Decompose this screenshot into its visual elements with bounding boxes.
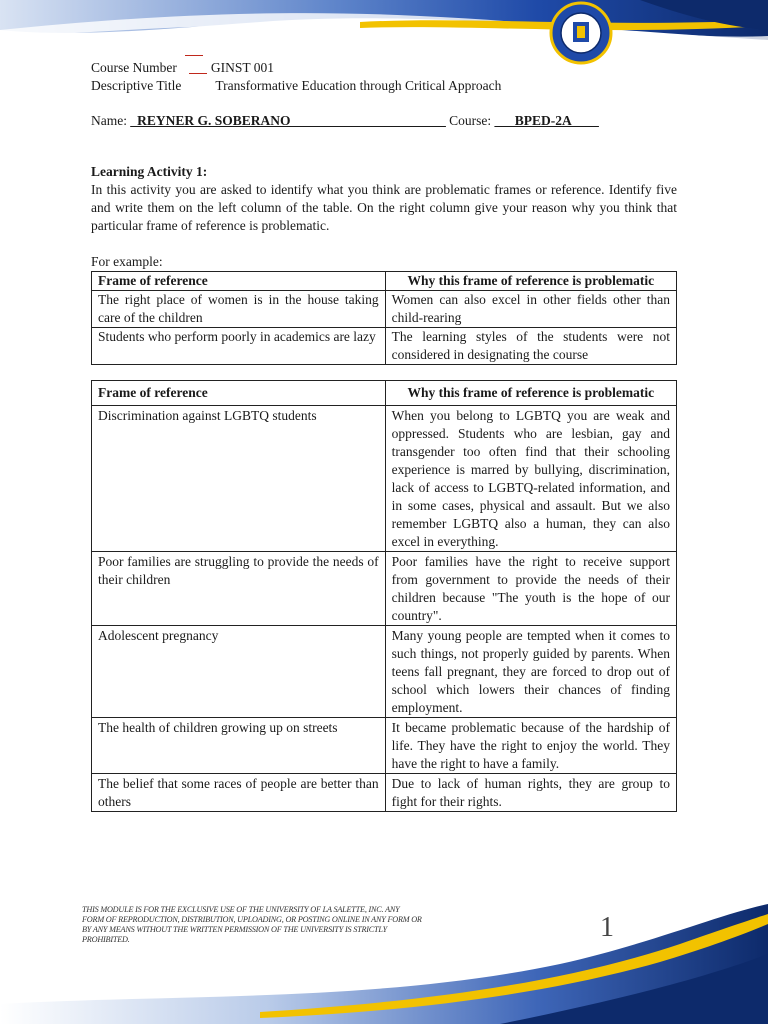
example-label: For example:	[91, 254, 163, 269]
activity-instructions: In this activity you are asked to identify what you think are problematic frames or reference. Identify five and write them on the left column of the table. On the right column give your reason why you think that particular frame of reference is problematic.	[91, 182, 677, 233]
table-cell: Discrimination against LGBTQ students	[92, 406, 386, 552]
column-header: Frame of reference	[92, 272, 386, 291]
descriptive-title-value: Transformative Education through Critical Approach	[215, 78, 502, 93]
table-cell: Many young people are tempted when it comes to such things, not properly guided by parents. When teens fall pregnant, they are forced to drop out of school which lowers their chances of finding employment.	[385, 626, 676, 718]
table-cell: Students who perform poorly in academics are lazy	[92, 328, 386, 365]
table-row	[92, 328, 677, 365]
descriptive-title-label: Descriptive Title	[91, 78, 182, 93]
table-cell: Adolescent pregnancy	[92, 626, 386, 718]
column-header: Frame of reference	[92, 381, 386, 406]
example-table	[91, 271, 677, 365]
course-number-row	[91, 59, 501, 77]
course-label: Course:	[449, 113, 492, 128]
table-cell: It became problematic because of the hardship of life. They have the right to enjoy the world. They have the right to have a family.	[385, 718, 676, 774]
table-cell: The right place of women is in the house taking care of the children	[92, 291, 386, 328]
table-row	[92, 406, 677, 552]
table-cell: The health of children growing up on streets	[92, 718, 386, 774]
university-seal-logo	[546, 0, 616, 70]
name-label: Name:	[91, 113, 127, 128]
table-row	[92, 626, 677, 718]
column-header: Why this frame of reference is problematic	[385, 272, 676, 291]
student-info-line	[91, 113, 599, 129]
table-header-row	[92, 272, 677, 291]
table-cell: The learning styles of the students were not considered in designating the course	[385, 328, 676, 365]
course-info	[91, 59, 501, 95]
descriptive-title-row	[91, 77, 501, 95]
table-row	[92, 718, 677, 774]
activity-section	[91, 163, 677, 235]
table-row	[92, 774, 677, 812]
page-number: 1	[600, 912, 614, 943]
student-name: _REYNER G. SOBERANO_______________________	[130, 113, 446, 128]
table-cell: Poor families have the right to receive support from government to provide the needs of their children because "The youth is the hope of our country".	[385, 552, 676, 626]
copyright-notice: THIS MODULE IS FOR THE EXCLUSIVE USE OF THE UNIVERSITY OF LA SALETTE, INC. ANY FORM OF REPRODUCTION, DISTRIBUTION, UPLOADING, OR POSTING ONLINE IN ANY FORM OR BY ANY MEANS WITHOUT THE WRITTEN PERMISSION OF THE UNIVERSITY IS STRICTLY PROHIBITED.	[82, 905, 422, 944]
student-course: ___BPED-2A____	[494, 113, 599, 128]
table-cell: When you belong to LGBTQ you are weak and oppressed. Students who are lesbian, gay and transgender too often find that their schooling experience is marred by bullying, discrimination, lack of access to LGBTQ-related information, and in some cases, physical and assault. But we also remember LGBTQ also a human, they can also excel in everything.	[385, 406, 676, 552]
footer-banner	[0, 884, 768, 1024]
course-number-label: Course Number	[91, 60, 177, 75]
table-cell: The belief that some races of people are better than others	[92, 774, 386, 812]
red-dash-divider	[185, 55, 203, 56]
table-cell: Poor families are struggling to provide the needs of their children	[92, 552, 386, 626]
column-header: Why this frame of reference is problematic	[385, 381, 676, 406]
table-cell: Women can also excel in other fields other than child-rearing	[385, 291, 676, 328]
course-number-value: GINST 001	[210, 60, 274, 75]
table-header-row	[92, 381, 677, 406]
table-row	[92, 291, 677, 328]
table-row	[92, 552, 677, 626]
activity-heading: Learning Activity 1:	[91, 164, 208, 179]
answer-table	[91, 380, 677, 812]
table-cell: Due to lack of human rights, they are group to fight for their rights.	[385, 774, 676, 812]
red-dash-divider	[189, 73, 207, 74]
